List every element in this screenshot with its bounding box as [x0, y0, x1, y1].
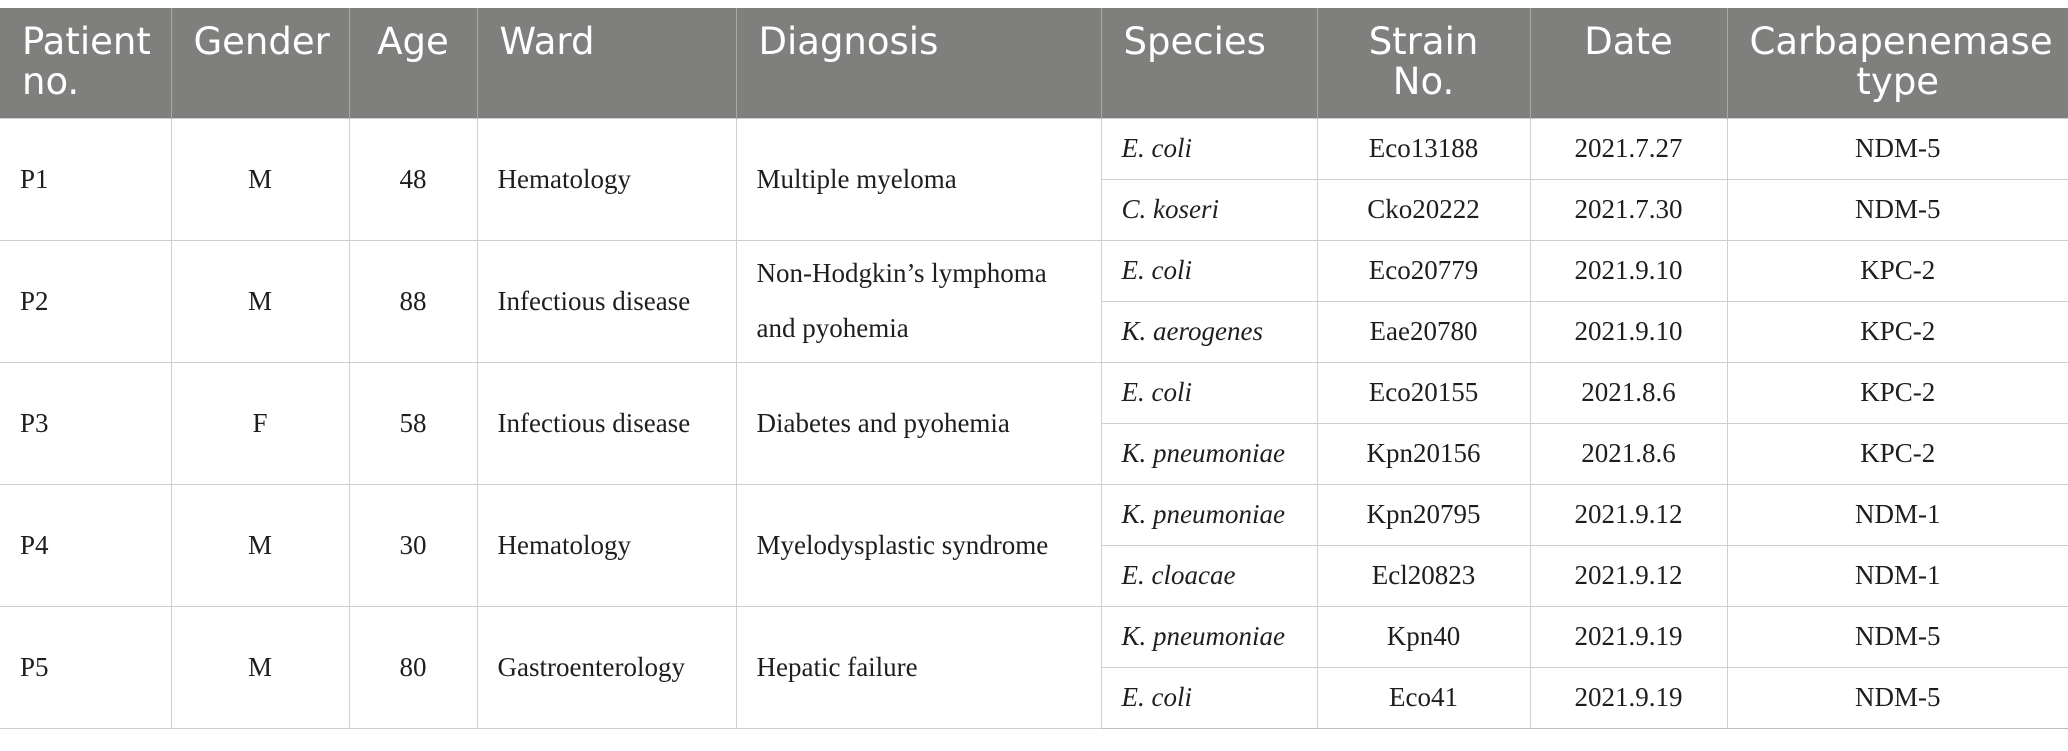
cell-ward: Hematology [477, 484, 736, 606]
cell-patient-no: P4 [0, 484, 171, 606]
cell-gender: M [171, 606, 349, 728]
cell-strain-no: Kpn20795 [1317, 484, 1530, 545]
table-row [0, 362, 2068, 423]
cell-carbapenemase-type: NDM-1 [1727, 545, 2068, 606]
table-row [0, 484, 2068, 545]
cell-carbapenemase-type: KPC-2 [1727, 240, 2068, 301]
table-row [0, 606, 2068, 667]
cell-carbapenemase-type: NDM-5 [1727, 606, 2068, 667]
cell-gender: M [171, 118, 349, 240]
cell-strain-no: Eco13188 [1317, 118, 1530, 179]
cell-strain-no: Ecl20823 [1317, 545, 1530, 606]
cell-diagnosis: Non-Hodgkin’s lymphoma and pyohemia [736, 240, 1101, 362]
cell-ward: Gastroenterology [477, 606, 736, 728]
header-diagnosis: Diagnosis [736, 8, 1101, 118]
cell-species: C. koseri [1101, 179, 1317, 240]
cell-gender: M [171, 484, 349, 606]
cell-diagnosis: Myelodysplastic syndrome [736, 484, 1101, 606]
header-species: Species [1101, 8, 1317, 118]
cell-age: 80 [349, 606, 477, 728]
cell-carbapenemase-type: NDM-5 [1727, 667, 2068, 728]
table-row [0, 240, 2068, 301]
header-ward: Ward [477, 8, 736, 118]
cell-strain-no: Eco20155 [1317, 362, 1530, 423]
header-row [0, 8, 2068, 118]
cell-carbapenemase-type: NDM-5 [1727, 118, 2068, 179]
cell-species: K. pneumoniae [1101, 484, 1317, 545]
cell-carbapenemase-type: KPC-2 [1727, 362, 2068, 423]
cell-species: E. coli [1101, 118, 1317, 179]
cell-date: 2021.8.6 [1530, 362, 1727, 423]
cell-gender: M [171, 240, 349, 362]
cell-species: K. pneumoniae [1101, 423, 1317, 484]
cell-species: K. pneumoniae [1101, 606, 1317, 667]
cell-strain-no: Kpn40 [1317, 606, 1530, 667]
header-gender: Gender [171, 8, 349, 118]
cell-date: 2021.9.12 [1530, 545, 1727, 606]
cell-strain-no: Cko20222 [1317, 179, 1530, 240]
cell-carbapenemase-type: NDM-1 [1727, 484, 2068, 545]
cell-age: 30 [349, 484, 477, 606]
cell-date: 2021.8.6 [1530, 423, 1727, 484]
header-carbapenemase-type: Carbapenemase type [1727, 8, 2068, 118]
cell-patient-no: P3 [0, 362, 171, 484]
cell-carbapenemase-type: KPC-2 [1727, 423, 2068, 484]
cell-date: 2021.9.10 [1530, 301, 1727, 362]
cell-species: E. coli [1101, 240, 1317, 301]
cell-strain-no: Kpn20156 [1317, 423, 1530, 484]
cell-date: 2021.9.19 [1530, 667, 1727, 728]
cell-patient-no: P5 [0, 606, 171, 728]
cell-date: 2021.9.19 [1530, 606, 1727, 667]
patient-isolates-table [0, 8, 2068, 729]
header-patient-no: Patient no. [0, 8, 171, 118]
cell-age: 48 [349, 118, 477, 240]
cell-ward: Hematology [477, 118, 736, 240]
cell-ward: Infectious disease [477, 362, 736, 484]
cell-gender: F [171, 362, 349, 484]
cell-diagnosis: Diabetes and pyohemia [736, 362, 1101, 484]
cell-strain-no: Eco20779 [1317, 240, 1530, 301]
cell-species: E. coli [1101, 667, 1317, 728]
cell-carbapenemase-type: NDM-5 [1727, 179, 2068, 240]
cell-age: 58 [349, 362, 477, 484]
cell-date: 2021.9.10 [1530, 240, 1727, 301]
cell-patient-no: P2 [0, 240, 171, 362]
cell-ward: Infectious disease [477, 240, 736, 362]
header-strain-no: Strain No. [1317, 8, 1530, 118]
cell-carbapenemase-type: KPC-2 [1727, 301, 2068, 362]
cell-date: 2021.9.12 [1530, 484, 1727, 545]
cell-species: E. cloacae [1101, 545, 1317, 606]
cell-diagnosis: Multiple myeloma [736, 118, 1101, 240]
cell-strain-no: Eco41 [1317, 667, 1530, 728]
cell-date: 2021.7.30 [1530, 179, 1727, 240]
header-date: Date [1530, 8, 1727, 118]
header-age: Age [349, 8, 477, 118]
table-row [0, 118, 2068, 179]
cell-patient-no: P1 [0, 118, 171, 240]
cell-age: 88 [349, 240, 477, 362]
cell-species: K. aerogenes [1101, 301, 1317, 362]
cell-species: E. coli [1101, 362, 1317, 423]
cell-diagnosis: Hepatic failure [736, 606, 1101, 728]
cell-strain-no: Eae20780 [1317, 301, 1530, 362]
cell-date: 2021.7.27 [1530, 118, 1727, 179]
